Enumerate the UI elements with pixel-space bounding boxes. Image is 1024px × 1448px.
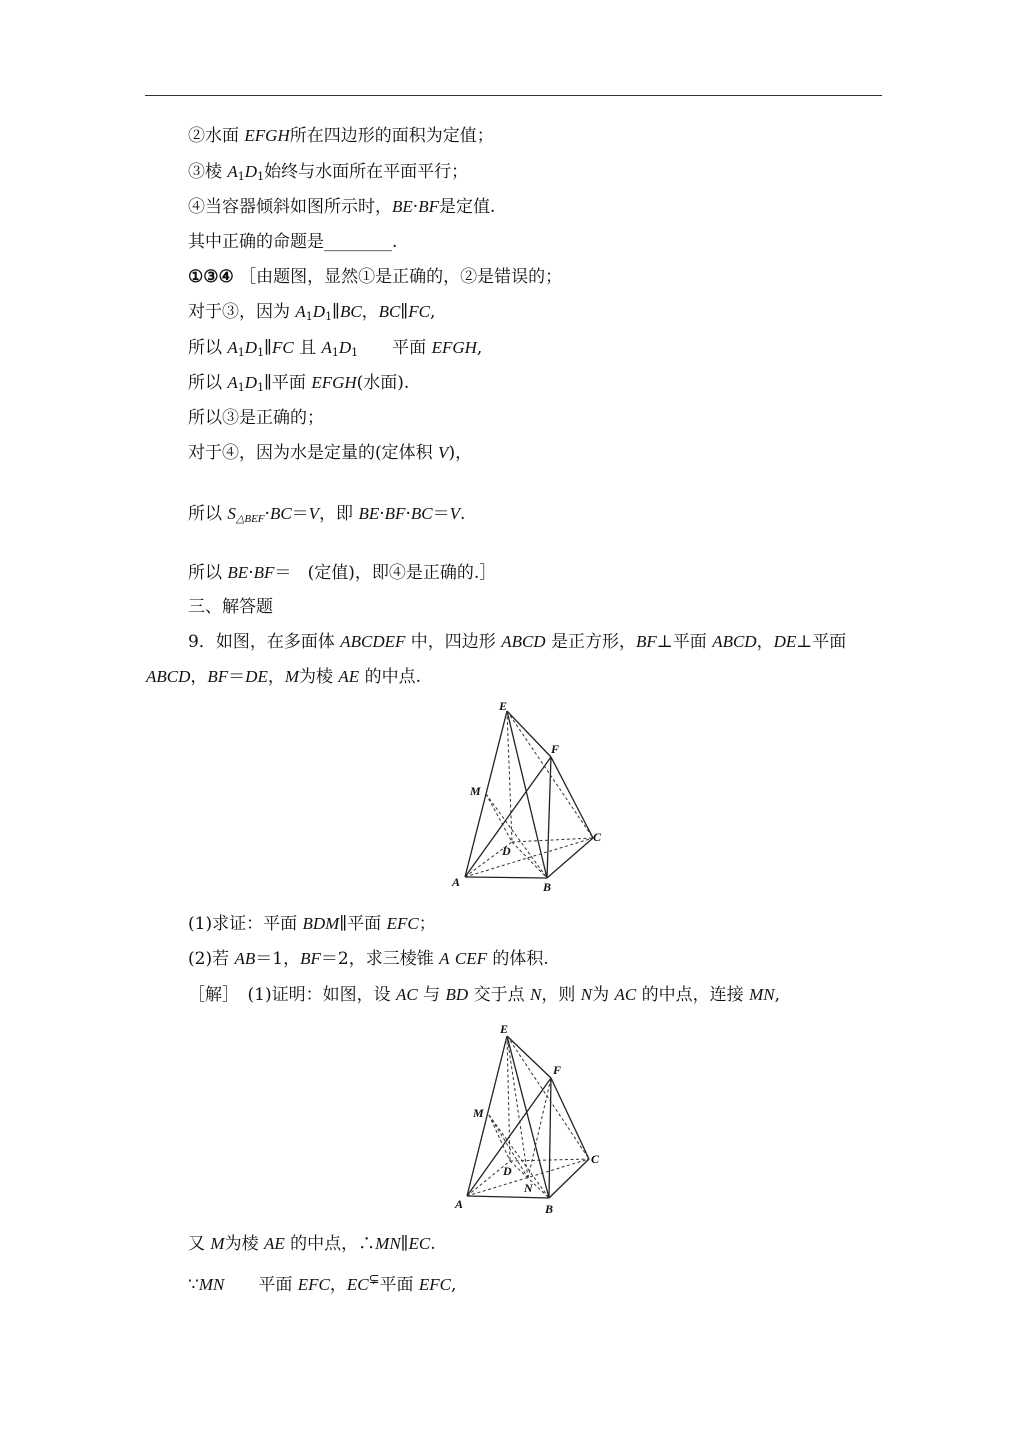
text-line-9: 所以③是正确的； bbox=[188, 408, 324, 428]
svg-text:A: A bbox=[455, 1197, 464, 1211]
part-2-question: (2)若 AB＝1，BF＝2，求三棱锥 A CEF 的体积. bbox=[188, 949, 549, 969]
text-line-10: 对于④，因为水是定量的(定体积 V)， bbox=[188, 443, 473, 463]
text-line-7: 所以 $A_1D_1\parallel FC$ 且 $A_1D_1$ 平面 EFGH, bbox=[188, 338, 483, 359]
svg-text:E: E bbox=[500, 1022, 509, 1036]
svg-text:N: N bbox=[524, 1181, 533, 1195]
svg-text:F: F bbox=[551, 742, 560, 756]
svg-text:C: C bbox=[593, 830, 602, 844]
polyhedron-figure-2 bbox=[445, 1018, 625, 1218]
solution-line-2: 又 M为棱 AE 的中点，∴MN∥EC. bbox=[188, 1234, 436, 1254]
svg-text:M: M bbox=[470, 784, 481, 798]
text-line-2: ③棱 $A_1D_1$始终与水面所在平面平行； bbox=[188, 162, 469, 183]
text-line-12: 所以 BE·BF＝ (定值)，即④是正确的.］ bbox=[188, 563, 497, 583]
text-line-11: 所以 $S_{\triangle BEF}\cdot BC=V$，即 BE·BF·BC＝V. bbox=[188, 504, 466, 525]
polyhedron-figure-1 bbox=[440, 695, 620, 895]
part-1-question: (1)求证：平面 BDM∥平面 EFC； bbox=[188, 914, 436, 934]
svg-text:M: M bbox=[473, 1106, 484, 1120]
answer-line: ①③④ ［由题图，显然①是正确的，②是错误的； bbox=[188, 267, 563, 287]
text-line-1: ②水面 EFGH所在四边形的面积为定值； bbox=[188, 126, 494, 146]
header-rule bbox=[145, 95, 882, 96]
svg-text:D: D bbox=[502, 844, 511, 858]
svg-text:B: B bbox=[543, 880, 552, 894]
solution-line-1: ［解］ (1)证明：如图，设 AC 与 BD 交于点 N，则 N为 AC 的中点，连接 MN, bbox=[188, 985, 780, 1005]
text-line-8: 所以 $A_1D_1\parallel$平面 EFGH(水面). bbox=[188, 373, 410, 394]
question-line: 其中正确的命题是________. bbox=[188, 232, 398, 252]
svg-text:A: A bbox=[452, 875, 461, 889]
solution-line-3: ∵MN 平面 EFC，EC⊊平面 EFC, bbox=[188, 1272, 457, 1295]
svg-text:F: F bbox=[553, 1063, 562, 1077]
problem-9-line-2: ABCD，BF＝DE，M为棱 AE 的中点. bbox=[146, 667, 422, 687]
text-line-3: ④当容器倾斜如图所示时，BE·BF是定值. bbox=[188, 197, 496, 217]
svg-text:B: B bbox=[545, 1202, 554, 1216]
text-line-6: 对于③，因为 $A_1D_1\parallel BC$，BC∥FC, bbox=[188, 302, 436, 323]
svg-text:E: E bbox=[499, 699, 508, 713]
svg-text:C: C bbox=[591, 1152, 600, 1166]
section-heading: 三、解答题 bbox=[188, 597, 273, 617]
problem-9-line-1: 9．如图，在多面体 ABCDEF 中，四边形 ABCD 是正方形，BF⊥平面 ABCD，DE⊥平面 bbox=[188, 632, 847, 652]
svg-text:D: D bbox=[503, 1164, 512, 1178]
